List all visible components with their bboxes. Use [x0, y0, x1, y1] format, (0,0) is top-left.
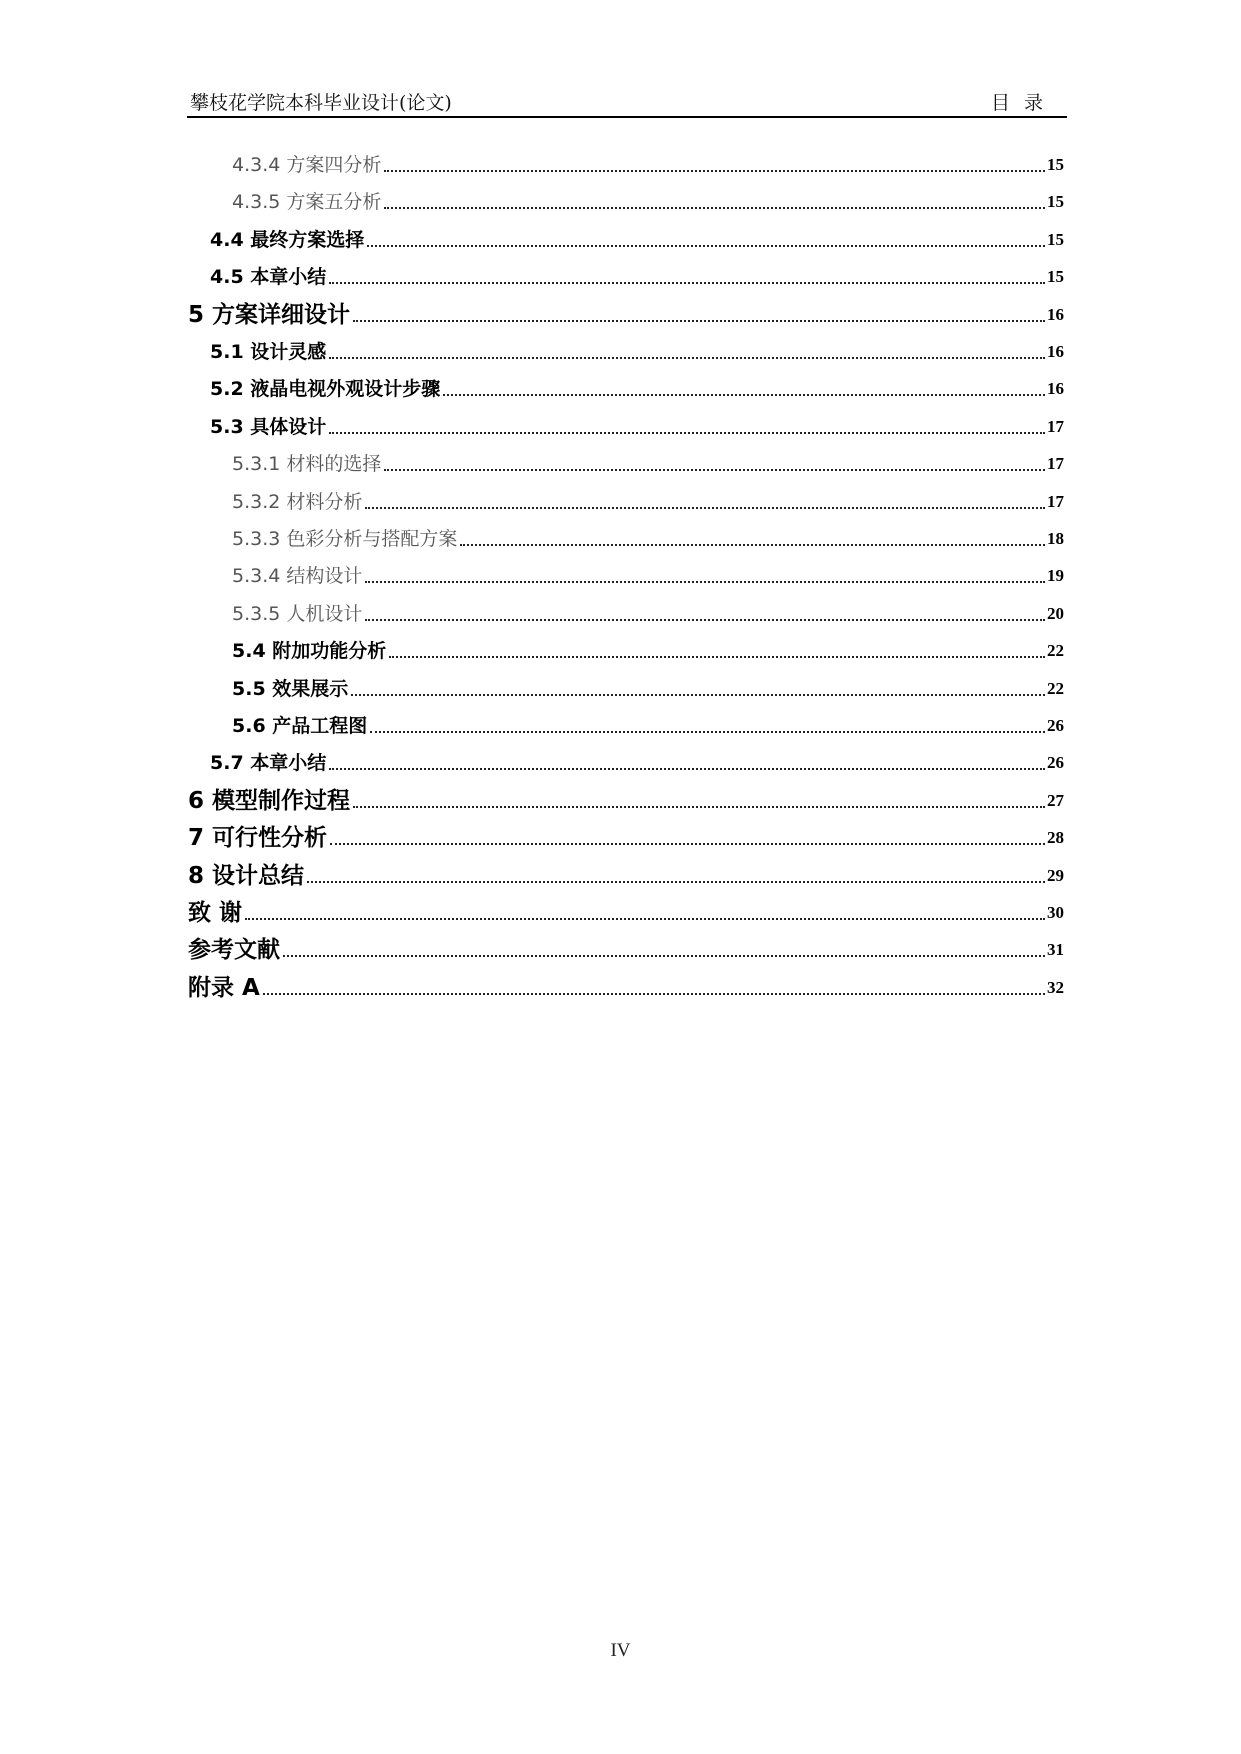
toc-entry-page: 30	[1047, 903, 1064, 922]
toc-entry-title: 5.3.1 材料的选择	[232, 453, 382, 476]
toc-entry-page: 17	[1047, 416, 1064, 436]
toc-dot-leader	[443, 394, 1045, 396]
toc-entry[interactable]	[188, 256, 1064, 290]
toc-entry-title: 5.3.2 材料分析	[232, 490, 363, 513]
toc-entry-title: 附录 A	[188, 974, 260, 1001]
toc-entry[interactable]	[188, 630, 1064, 664]
toc-entry[interactable]	[188, 555, 1064, 589]
toc-entry-title: 4.5 本章小结	[210, 266, 327, 289]
toc-entry[interactable]	[188, 817, 1064, 851]
toc-dot-leader	[365, 581, 1045, 583]
toc-entry-page: 15	[1047, 229, 1064, 249]
toc-entry-title: 5.6 产品工程图	[232, 715, 368, 737]
toc-entry[interactable]	[188, 294, 1064, 328]
toc-entry-page: 31	[1047, 940, 1064, 960]
toc-entry-title: 5.3.5 人机设计	[232, 602, 363, 625]
toc-entry[interactable]	[188, 855, 1064, 889]
toc-dot-leader	[329, 282, 1045, 284]
toc-entry-title: 5.5 效果展示	[232, 677, 349, 700]
toc-dot-leader	[370, 731, 1045, 733]
toc-entry-title: 6 模型制作过程	[188, 787, 351, 814]
toc-entry-page: 18	[1047, 529, 1064, 548]
toc-dot-leader	[330, 843, 1045, 845]
toc-dot-leader	[384, 469, 1045, 471]
toc-entry[interactable]	[188, 368, 1064, 402]
page-header	[187, 86, 1067, 118]
toc-entry[interactable]	[188, 331, 1064, 365]
toc-dot-leader	[329, 357, 1045, 359]
toc-entry[interactable]	[188, 518, 1064, 552]
toc-dot-leader	[389, 656, 1045, 658]
toc-entry[interactable]	[188, 967, 1064, 1001]
toc-dot-leader	[329, 432, 1045, 434]
toc-entry-page: 16	[1047, 379, 1064, 399]
toc-entry-title: 5.3 具体设计	[210, 415, 327, 438]
toc-dot-leader	[365, 507, 1045, 509]
toc-dot-leader	[384, 170, 1045, 172]
toc-entry-page: 15	[1047, 155, 1064, 174]
toc-entry-page: 19	[1047, 566, 1064, 586]
toc-entry-page: 29	[1047, 865, 1064, 885]
toc-entry-title: 5.1 设计灵感	[210, 341, 327, 363]
toc-entry[interactable]	[188, 780, 1064, 814]
toc-entry-page: 16	[1047, 304, 1064, 324]
toc-entry[interactable]	[188, 144, 1064, 178]
toc-entry[interactable]	[188, 668, 1064, 702]
toc-entry-title: 5.3.4 结构设计	[232, 565, 363, 588]
toc-entry-title: 4.3.4 方案四分析	[232, 154, 382, 176]
toc-dot-leader	[384, 207, 1045, 209]
toc-entry-page: 26	[1047, 716, 1064, 735]
toc-entry-page: 22	[1047, 641, 1064, 661]
toc-entry-title: 5.7 本章小结	[210, 752, 327, 775]
toc-entry-page: 17	[1047, 491, 1064, 511]
toc-entry[interactable]	[188, 181, 1064, 215]
toc-entry-page: 15	[1047, 267, 1064, 287]
toc-entry-title: 8 设计总结	[188, 862, 305, 889]
toc-dot-leader	[307, 881, 1045, 883]
toc-entry[interactable]	[188, 705, 1064, 739]
toc-entry-page: 27	[1047, 790, 1064, 810]
toc-entry-title: 4.3.5 方案五分析	[232, 191, 382, 214]
toc-entry[interactable]	[188, 892, 1064, 926]
toc-dot-leader	[351, 694, 1045, 696]
page-number: IV	[610, 1640, 631, 1661]
toc-entry[interactable]	[188, 443, 1064, 477]
toc-entry-page: 32	[1047, 977, 1064, 997]
toc-entry[interactable]	[188, 481, 1064, 515]
toc-entry-title: 7 可行性分析	[188, 825, 328, 852]
toc-dot-leader	[329, 768, 1045, 770]
toc-entry-page: 22	[1047, 678, 1064, 698]
toc-dot-leader	[460, 544, 1045, 546]
toc-dot-leader	[367, 245, 1045, 247]
toc-entry-page: 28	[1047, 828, 1064, 848]
toc-dot-leader	[283, 955, 1045, 957]
toc-dot-leader	[245, 918, 1045, 920]
toc-entry[interactable]	[188, 929, 1064, 963]
header-section: 目录	[990, 92, 1057, 114]
toc-entry-page: 15	[1047, 192, 1064, 212]
toc-entry-page: 17	[1047, 454, 1064, 474]
toc-entry[interactable]	[188, 219, 1064, 253]
toc-entry-page: 26	[1047, 753, 1064, 773]
header-title: 攀枝花学院本科毕业设计(论文)	[190, 92, 452, 114]
toc-dot-leader	[353, 806, 1045, 808]
toc-entry-title: 5.4 附加功能分析	[232, 640, 387, 663]
toc-dot-leader	[263, 993, 1045, 995]
toc-entry-title: 5.2 液晶电视外观设计步骤	[210, 378, 441, 401]
toc-entry-title: 致 谢	[188, 900, 243, 926]
toc-entry-title: 5 方案详细设计	[188, 301, 351, 328]
toc-entry-title: 4.4 最终方案选择	[210, 228, 365, 251]
toc-entry-title: 5.3.3 色彩分析与搭配方案	[232, 528, 458, 550]
toc-dot-leader	[353, 320, 1045, 322]
toc-entry-title: 参考文献	[188, 937, 280, 964]
toc-entry[interactable]	[188, 406, 1064, 440]
toc-dot-leader	[365, 619, 1045, 621]
toc-entry-page: 20	[1047, 603, 1064, 623]
toc-entry[interactable]	[188, 593, 1064, 627]
toc-entry-page: 16	[1047, 342, 1064, 361]
toc-entry[interactable]	[188, 742, 1064, 776]
